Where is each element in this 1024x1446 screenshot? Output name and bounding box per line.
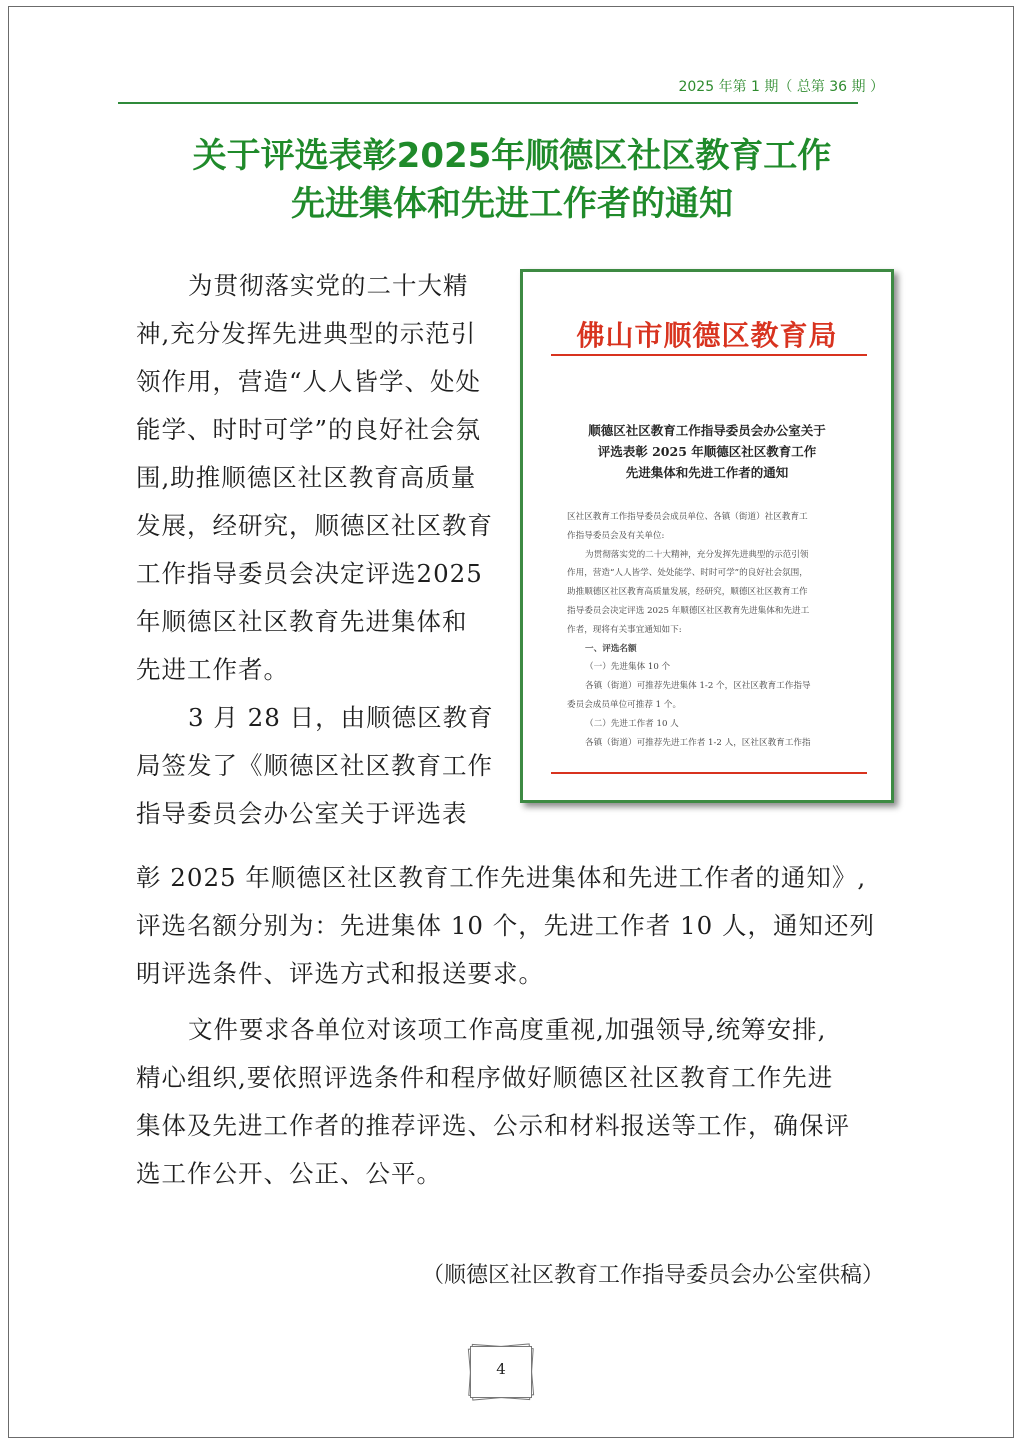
body-line: 工作指导委员会决定评选2025: [136, 559, 483, 588]
body-line: 围,助推顺德区社区教育高质量: [136, 463, 477, 492]
issue-number: 2025 年第 1 期（ 总第 36 期 ）: [678, 79, 884, 95]
body-line: 神,充分发挥先进典型的示范引: [136, 319, 477, 348]
notice-document-image: [520, 269, 894, 803]
doc-title: [523, 420, 891, 483]
page-number-box: [470, 1346, 532, 1398]
body-line: 明评选条件、评选方式和报送要求。: [136, 959, 544, 988]
doc-body-line: 指导委员会决定评选 2025 年顺德区社区教育先进集体和先进工: [567, 605, 810, 616]
doc-body-line: 作用，营造“人人皆学、处处能学、时时可学”的良好社会氛围，: [567, 568, 808, 579]
body-line: 评选名额分别为：先进集体 10 个，先进工作者 10 人，通知还列: [136, 911, 875, 940]
article-title: [0, 132, 1024, 228]
body-line: 选工作公开、公正、公平。: [136, 1159, 442, 1188]
doc-title-line: 顺德区社区教育工作指导委员会办公室关于: [588, 423, 826, 438]
doc-body-line: 委员会成员单位可推荐 1 个。: [567, 699, 682, 710]
doc-body-line: 各镇（街道）可推荐先进工作者 1-2 人，区社区教育工作指: [585, 737, 811, 748]
doc-body-line: 一、评选名额: [585, 643, 637, 654]
doc-red-rule-bottom: [551, 772, 867, 774]
body-full-width: [136, 854, 896, 1198]
doc-body-line: 为贯彻落实党的二十大精神，充分发挥先进典型的示范引领: [585, 549, 809, 560]
doc-body-line: 作指导委员会及有关单位:: [567, 530, 665, 541]
body-line: 集体及先进工作者的推荐评选、公示和材料报送等工作，确保评: [136, 1111, 850, 1140]
doc-body-line: 各镇（街道）可推荐先进集体 1-2 个，区社区教育工作指导: [585, 681, 811, 692]
doc-red-rule-top: [551, 354, 867, 356]
doc-body-line: 作者，现将有关事宜通知如下:: [567, 624, 682, 635]
doc-body: [567, 508, 857, 752]
body-line: 文件要求各单位对该项工作高度重视,加强领导,统筹安排,: [188, 1015, 827, 1044]
title-line-1: 关于评选表彰2025年顺德区社区教育工作: [192, 136, 832, 176]
doc-body-line: 区社区教育工作指导委员会成员单位、各镇（街道）社区教育工: [567, 512, 808, 522]
body-line: 领作用，营造“人人皆学、处处: [136, 367, 482, 396]
doc-agency-header: 佛山市顺德区教育局: [576, 319, 838, 352]
source-credit: （顺德区社区教育工作指导委员会办公室供稿）: [421, 1263, 884, 1288]
title-line-2: 先进集体和先进工作者的通知: [291, 184, 733, 224]
body-line: 彰 2025 年顺德区社区教育工作先进集体和先进工作者的通知》,: [136, 863, 867, 892]
doc-body-line: （二）先进工作者 10 人: [585, 718, 679, 729]
body-line: 3 月 28 日，由顺德区教育: [188, 703, 494, 732]
body-line: 发展，经研究，顺德区社区教育: [136, 511, 493, 540]
body-line: 先进工作者。: [136, 655, 289, 684]
body-line: 局签发了《顺德区社区教育工作: [136, 751, 493, 780]
body-line: 精心组织,要依照评选条件和程序做好顺德区社区教育工作先进: [136, 1063, 834, 1092]
body-line: 能学、时时可学”的良好社会氛: [136, 415, 482, 444]
body-line: 为贯彻落实党的二十大精: [188, 271, 469, 300]
body-left-column: [136, 262, 506, 838]
doc-body-line: （一）先进集体 10 个: [585, 662, 671, 673]
doc-body-line: 助推顺德区社区教育高质量发展，经研究，顺德区社区教育工作: [567, 587, 808, 598]
page-number: 4: [496, 1360, 506, 1378]
doc-title-line: 评选表彰 2025 年顺德区社区教育工作: [597, 444, 817, 459]
doc-title-line: 先进集体和先进工作者的通知: [625, 465, 789, 480]
body-line: 指导委员会办公室关于评选表: [136, 799, 468, 828]
body-line: 年顺德区社区教育先进集体和: [136, 607, 468, 636]
header-rule: [118, 102, 858, 104]
